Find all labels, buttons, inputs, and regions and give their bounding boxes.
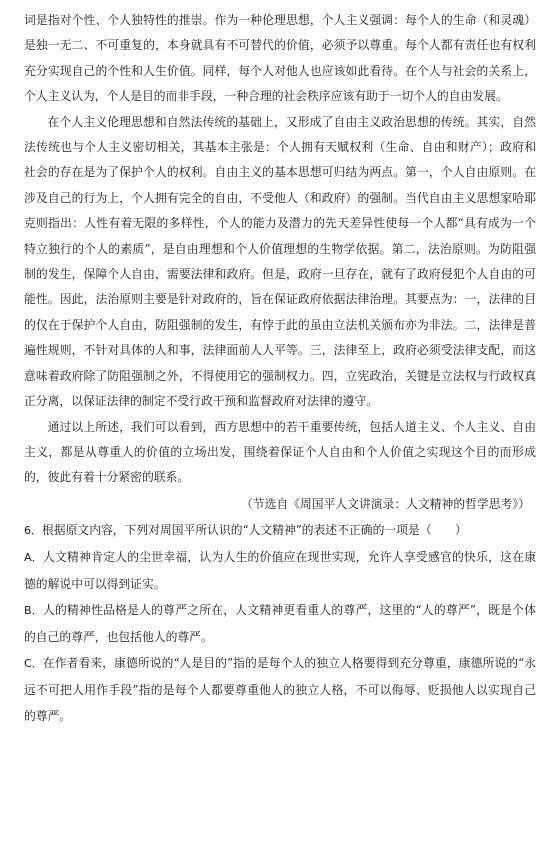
- question-number: 6．: [24, 523, 42, 537]
- passage-paragraph-2: 在个人主义伦理思想和自然法传统的基础上，又形成了自由主义政治思想的传统。其实，自然法传统也与个人主义密切相关，其基本主张是：个人拥有天赋权利（生命、自由和财产）；政府和社会的存在是为了保护个人的权利。自由主义的基本思想可归结为两点。第一，个人自由原则。在涉及自己的行为上，个人拥有完全的自由，不受他人（和政府）的强制。当代自由主义思想家哈耶克则指出：人性有着无限的多样性，个人的能力及潜力的先天差异性使每一个人都“具有成为一个特立独行的个人的素质”，是自由理想和个人价值理想的生物学依据。第二，法治原则。为防阻强制的发生，保障个人自由，需要法律和政府。但是，政府一旦存在，就有了政府侵犯个人自由的可能性。因此，法治原则主要是针对政府的，旨在保证政府依据法律治理。其要点为：一，法律的目的仅在于保护个人自由，防阻强制的发生，有悖于此的虽由立法机关颁布亦为非法。二，法律是普遍性规则，不针对具体的人和事，法律面前人人平等。三，法律至上，政府必须受法律支配，而这意味着政府除了防阻强制之外，不得使用它的强制权力。四，立宪政治，关键是立法权与行政权真正分离，以保证法律的制定不受行政干预和监督政府对法律的遵守。: [24, 114, 536, 409]
- option-b-label: B．: [24, 603, 43, 617]
- passage-paragraph-1: 词是指对个性、个人独特性的推崇。作为一种伦理思想，个人主义强调：每个人的生命（和灵魂）是独一无二、不可重复的，本身就具有不可替代的价值，必须予以尊重。每个人都有责任也有权利充分实现自己的个性和人生价值。同样，每个人对他人也应该如此看待。在个人与社会的关系上，个人主义认为，个人是目的而非手段，一种合理的社会秩序应该有助于一切个人的自由发展。: [24, 13, 536, 104]
- option-c-text: 在作者看来，康德所说的“人是目的”指的是每个人的独立人格要得到充分尊重，康德所说的“永远不可把人用作手段”指的是每个人都要尊重他人的独立人格，不可以侮辱、贬损他人以实现自己的尊严。: [24, 655, 536, 723]
- option-c: [24, 650, 536, 729]
- question-stem: [24, 517, 536, 544]
- question-text: 根据原文内容，下列对周国平所认识的“人文精神”的表述不正确的一项是（ ）: [42, 522, 467, 537]
- option-c-label: C．: [24, 656, 43, 670]
- option-a: [24, 544, 536, 597]
- option-a-label: A．: [24, 550, 43, 564]
- option-b-text: 人的精神性品格是人的尊严之所在，人文精神更看重人的尊严，这里的“人的尊严”，既是个体的自己的尊严，也包括他人的尊严。: [24, 602, 536, 644]
- option-b: [24, 597, 536, 650]
- option-a-text: 人文精神肯定人的尘世幸福，认为人生的价值应在现世实现，允许人享受感官的快乐，这在康德的解说中可以得到证实。: [24, 549, 536, 591]
- passage-paragraph-3: 通过以上所述，我们可以看到，西方思想中的若干重要传统，包括人道主义、个人主义、自由主义，都是从尊重人的价值的立场出发，围绕着保证个人自由和个人价值之实现这个目的而形成的，彼此有着十分紧密的联系。: [24, 419, 536, 485]
- passage-source-citation: （节选自《周国平人文讲演录：人文精神的哲学思考》）: [240, 496, 530, 511]
